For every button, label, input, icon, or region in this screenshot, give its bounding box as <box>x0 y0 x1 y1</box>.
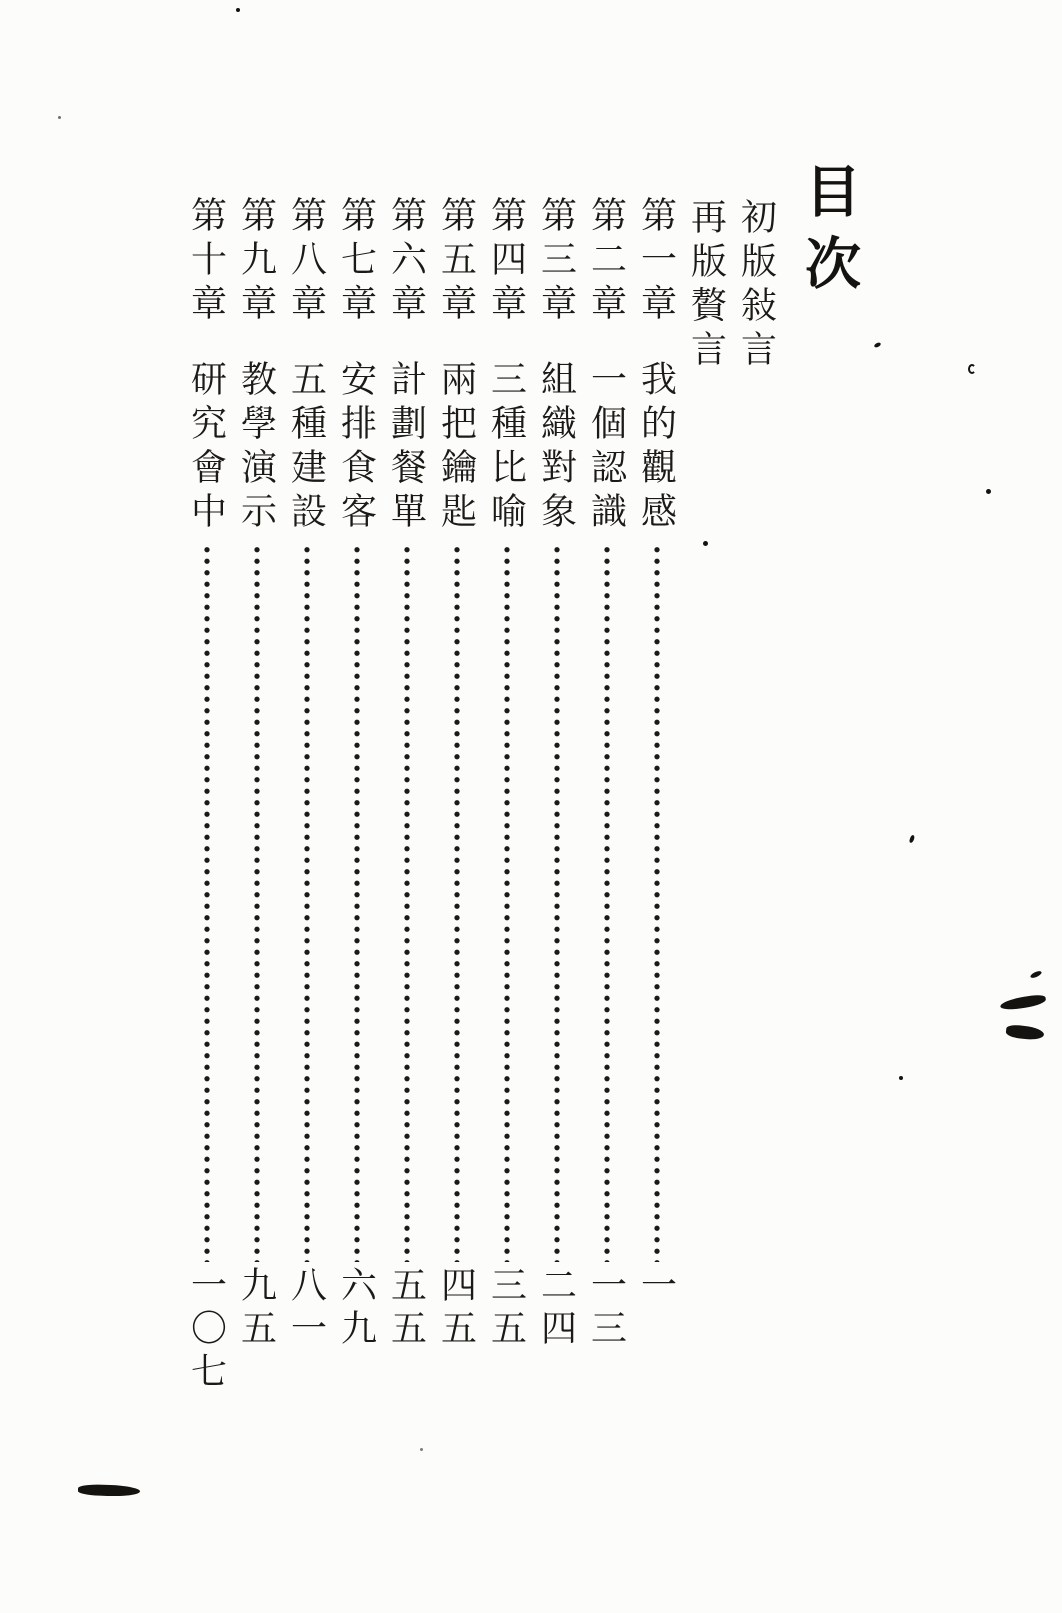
ink-speck <box>986 489 991 494</box>
toc-entry <box>486 196 528 1395</box>
chapter-title: 一個認識 <box>586 360 627 536</box>
ink-speck <box>968 364 976 374</box>
page-number: 三五 <box>486 1266 527 1352</box>
ink-speck <box>873 342 881 349</box>
chapter-title: 安排食客 <box>336 360 377 536</box>
toc-entry-front-matter <box>686 196 728 1395</box>
page-number: 九五 <box>236 1266 277 1352</box>
page-number: 六九 <box>336 1266 377 1352</box>
chapter-label: 第九章 <box>236 196 277 328</box>
spacer <box>189 336 225 360</box>
page-number: 一三 <box>586 1266 627 1352</box>
toc-entry <box>536 196 578 1395</box>
ink-streak <box>78 1484 140 1497</box>
dotted-leader <box>239 544 275 1262</box>
page-number: 五五 <box>386 1266 427 1352</box>
ink-smudge <box>1005 1024 1044 1041</box>
toc-entry-front-matter <box>736 196 778 1395</box>
ink-speck <box>703 541 708 546</box>
toc-entry <box>636 196 678 1395</box>
chapter-title: 五種建設 <box>286 360 327 536</box>
toc-entry <box>236 196 278 1395</box>
toc-entry <box>286 196 328 1395</box>
dotted-leader <box>639 544 675 1262</box>
chapter-title: 組織對象 <box>536 360 577 536</box>
chapter-title: 教學演示 <box>236 360 277 536</box>
ink-smudge <box>999 993 1046 1011</box>
dotted-leader <box>589 544 625 1262</box>
spacer <box>489 336 525 360</box>
spacer <box>289 336 325 360</box>
ink-speck <box>420 1448 423 1451</box>
page-number: 四五 <box>436 1266 477 1352</box>
dotted-leader <box>489 544 525 1262</box>
page-title: 目次 <box>797 162 859 306</box>
page-number: 一〇七 <box>186 1266 227 1395</box>
chapter-label: 第八章 <box>286 196 327 328</box>
chapter-title: 我的觀感 <box>636 360 677 536</box>
chapter-title: 研究會中 <box>186 360 227 536</box>
chapter-label: 第六章 <box>386 196 427 328</box>
chapter-label: 第十章 <box>186 196 227 328</box>
ink-speck <box>909 835 915 844</box>
front-matter-title: 初版敍言 <box>736 198 777 374</box>
ink-smudge <box>1030 970 1043 980</box>
spacer <box>539 336 575 360</box>
table-of-contents <box>178 196 778 1395</box>
ink-speck <box>58 116 61 119</box>
toc-entry <box>586 196 628 1395</box>
page-number: 八一 <box>286 1266 327 1352</box>
spacer <box>589 336 625 360</box>
spacer <box>439 336 475 360</box>
page-number: 一 <box>636 1266 677 1309</box>
toc-entry <box>336 196 378 1395</box>
dotted-leader <box>389 544 425 1262</box>
dotted-leader <box>539 544 575 1262</box>
dotted-leader <box>439 544 475 1262</box>
chapter-label: 第二章 <box>586 196 627 328</box>
chapter-label: 第一章 <box>636 196 677 328</box>
spacer <box>339 336 375 360</box>
ink-speck <box>899 1076 903 1080</box>
chapter-label: 第七章 <box>336 196 377 328</box>
toc-entry <box>186 196 228 1395</box>
front-matter-title: 再版贅言 <box>686 198 727 374</box>
ink-speck <box>236 8 240 12</box>
spacer <box>389 336 425 360</box>
chapter-title: 計劃餐單 <box>386 360 427 536</box>
chapter-label: 第三章 <box>536 196 577 328</box>
spacer <box>639 336 675 360</box>
toc-entry <box>386 196 428 1395</box>
chapter-label: 第四章 <box>486 196 527 328</box>
chapter-title: 三種比喻 <box>486 360 527 536</box>
dotted-leader <box>189 544 225 1262</box>
page-number: 二四 <box>536 1266 577 1352</box>
chapter-label: 第五章 <box>436 196 477 328</box>
dotted-leader <box>339 544 375 1262</box>
dotted-leader <box>289 544 325 1262</box>
spacer <box>239 336 275 360</box>
toc-entry <box>436 196 478 1395</box>
chapter-title: 兩把鑰匙 <box>436 360 477 536</box>
